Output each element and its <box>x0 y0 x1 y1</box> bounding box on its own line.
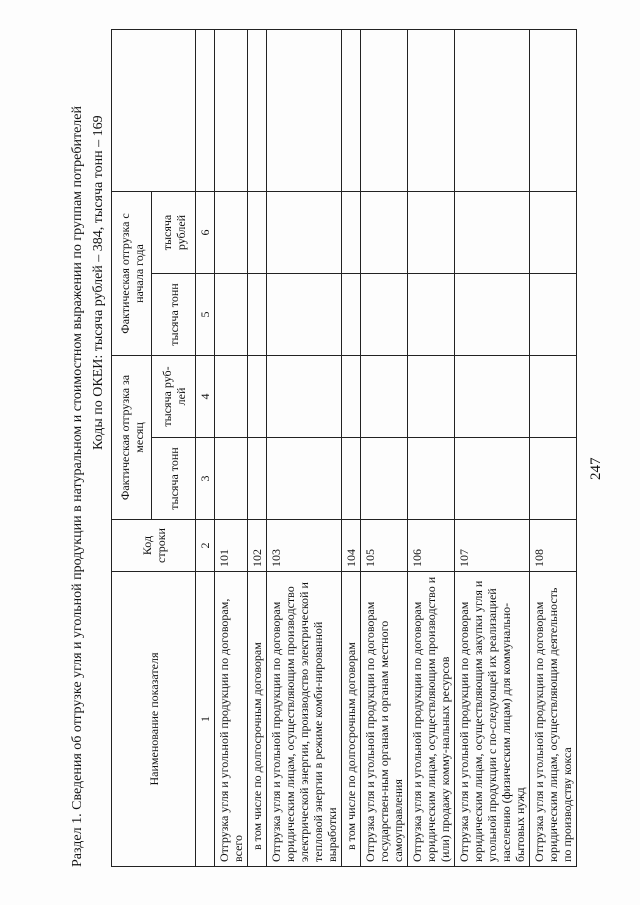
col-number-5: 5 <box>196 274 215 356</box>
header-year-rub: тысяча рублей <box>152 192 196 274</box>
header-name: Наименование показателя <box>112 572 196 867</box>
row-name: Отгрузка угля и угольной продукции по договорам юридическим лицам, осуществляющим закупки угля и угольной продукции с по-следующей их реализацией населению (физическим лицам) для коммунально-бытовых нужд <box>455 572 530 867</box>
row-name: в том числе по долгосрочным договорам <box>248 572 267 867</box>
blank-area <box>112 30 196 192</box>
row-name: Отгрузка угля и угольной продукции по договорам юридическим лицам, осуществляющим производство и (или) продажу комму-нальных ресурсов <box>408 572 455 867</box>
row-code: 103 <box>267 520 342 572</box>
row-name: Отгрузка угля и угольной продукции по договорам государствен-ным органам и органам местного самоуправления <box>361 572 408 867</box>
table-row <box>342 30 361 867</box>
row-code: 107 <box>455 520 530 572</box>
okei-codes-line: Коды по ОКЕИ: тысяча рублей – 384, тысяча тонн – 169 <box>91 115 106 450</box>
row-code: 108 <box>530 520 577 572</box>
table-row <box>267 30 342 867</box>
row-name: Отгрузка угля и угольной продукции по договорам, всего <box>215 572 248 867</box>
table-row <box>361 30 408 867</box>
row-name: Отгрузка угля и угольной продукции по договорам юридическим лицам, осуществляющим деятельность по производству кокса <box>530 572 577 867</box>
table-row <box>530 30 577 867</box>
col-number-6: 6 <box>196 192 215 274</box>
table-row <box>248 30 267 867</box>
row-code: 102 <box>248 520 267 572</box>
table-row <box>408 30 455 867</box>
page-number: 247 <box>588 457 604 480</box>
header-month-group: Фактическая отгрузка за месяц <box>112 356 152 520</box>
header-year-tons: тысяча тонн <box>152 274 196 356</box>
header-code: Код строки <box>112 520 196 572</box>
col-number-4: 4 <box>196 356 215 438</box>
header-year-group: Фактическая отгрузка с начала года <box>112 192 152 356</box>
table-row <box>455 30 530 867</box>
shipment-table <box>111 29 577 867</box>
header-month-tons: тысяча тонн <box>152 438 196 520</box>
row-code: 106 <box>408 520 455 572</box>
table-row <box>215 30 248 867</box>
row-code: 105 <box>361 520 408 572</box>
header-month-rub: тысяча руб-лей <box>152 356 196 438</box>
row-name: Отгрузка угля и угольной продукции по договорам юридическим лицам, осуществляющим производство электрической энергии, производство электрической и тепловой энергии в режиме комби-нированной выработки <box>267 572 342 867</box>
col-number-2: 2 <box>196 520 215 572</box>
section-title: Раздел 1. Сведения об отгрузке угля и угольной продукции в натуральном и стоимостном выражении по группам потребителей <box>70 106 85 867</box>
row-name: в том числе по долгосрочным договорам <box>342 572 361 867</box>
col-number-1: 1 <box>196 572 215 867</box>
row-code: 101 <box>215 520 248 572</box>
col-number-3: 3 <box>196 438 215 520</box>
row-code: 104 <box>342 520 361 572</box>
